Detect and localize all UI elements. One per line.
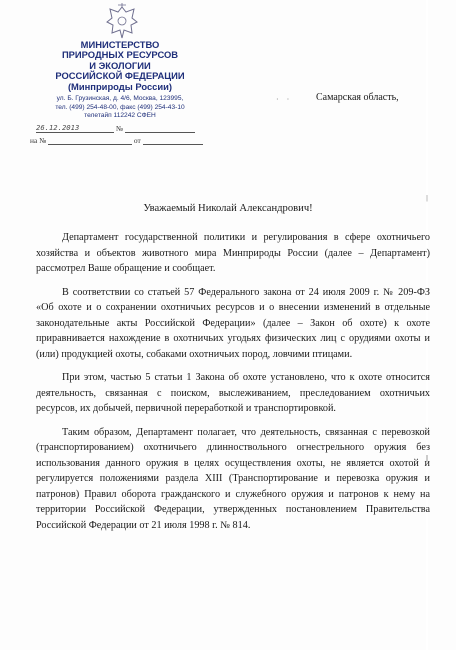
letter-body xyxy=(36,230,430,541)
number-label: № xyxy=(115,124,123,133)
org-line: И ЭКОЛОГИИ xyxy=(89,59,151,71)
address-line: ул. Б. Грузинская, д. 4/6, Москва, 123995, xyxy=(56,95,184,103)
phone-line: тел. (499) 254-48-00, факс (499) 254-43-10 xyxy=(55,103,185,111)
org-short-name: (Минприроды России) xyxy=(67,80,173,92)
outgoing-ref xyxy=(36,123,195,133)
incoming-ref xyxy=(30,136,203,145)
paragraph: При этом, частью 5 статьи 1 Закона об охоте установлено, что к охоте относится деятельность, связанная с поиском, выслеживанием, преследованием охотничьих ресурсов, их добычей, первичной переработкой и транспортировкой. xyxy=(36,372,430,414)
org-name xyxy=(20,40,220,92)
greeting: Уважаемый Николай Александрович! xyxy=(143,203,313,214)
coat-of-arms-icon xyxy=(104,3,140,41)
decor-dots: · · xyxy=(276,95,293,104)
on-number-label: на № xyxy=(30,136,47,145)
org-address xyxy=(20,95,220,121)
org-line: ПРИРОДНЫХ РЕСУРСОВ xyxy=(61,49,179,61)
org-line: РОССИЙСКОЙ ФЕДЕРАЦИИ xyxy=(55,70,185,82)
teletype-line: телетайп 112242 СФЕН xyxy=(84,112,156,120)
handwritten-date: 26.12.2013 xyxy=(36,123,80,132)
org-line: МИНИСТЕРСТВО xyxy=(80,39,160,50)
from-label: от xyxy=(133,136,141,145)
recipient: Самарская область, xyxy=(316,92,399,103)
paragraph: Таким образом, Департамент полагает, что деятельность, связанная с перевозкой (транспортированием) охотничьего длинноствольного огнестрельного оружия без использования данного оружия в целях осуществления охоты, не является охотой и регулируется положениями раздела XIII (Транспортирование и перевозка оружия и патронов) Правил оборота гражданского и служебного оружия и патронов к нему на территории Российской Федерации, утвержденных постановлением Правительства Российской Федерации от 21 июля 1998 г. № 814. xyxy=(36,426,430,531)
letterhead xyxy=(20,40,220,121)
paragraph: В соответствии со статьей 57 Федерального закона от 24 июля 2009 г. № 209-ФЗ «Об охоте и о сохранении охотничьих ресурсов и о внесении изменений в отдельные законодательные акты Российской Федерации» (далее – Закон об охоте) к охоте приравнивается нахождение в охотничьих угодьях физических лиц с орудиями охоты и (или) продукцией охоты, собаками охотничьих пород, ловчими птицами. xyxy=(36,286,430,360)
paragraph: Департамент государственной политики и регулирования в сфере охотничьего хозяйства и объектов животного мира Минприроды России (далее – Департамент) рассмотрел Ваше обращение и сообщает. xyxy=(36,232,430,274)
